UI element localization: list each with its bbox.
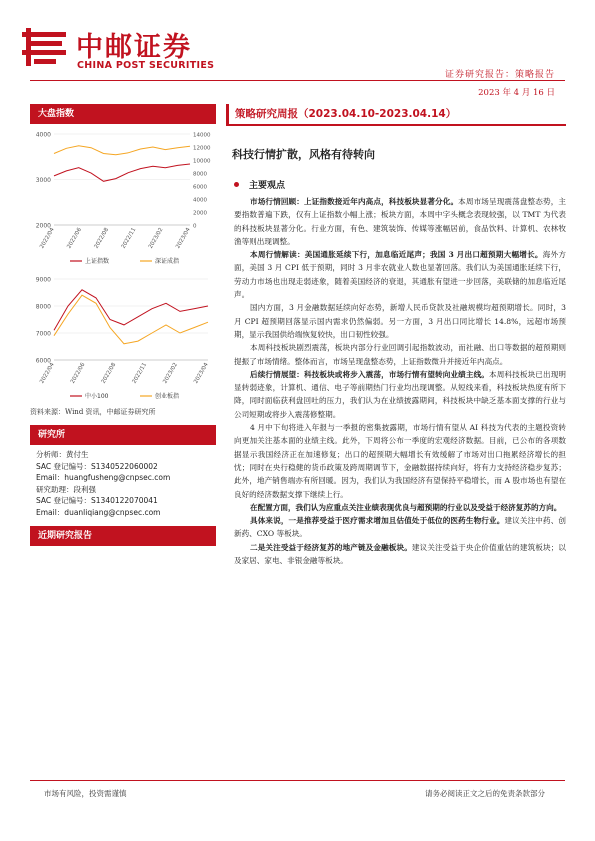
y-right-tick-label: 8000	[193, 171, 207, 178]
y-tick-label: 2000	[35, 222, 51, 230]
paragraph-lead: 具体来说，一是推荐受益于医疗需求增加且估值处于低位的医药生物行业。	[250, 516, 505, 526]
logo-english-name: CHINA POST SECURITIES	[77, 60, 215, 71]
header-divider	[30, 80, 565, 81]
legend-label: 深证成指	[155, 258, 180, 265]
company-logo	[20, 22, 220, 78]
index-chart-2	[30, 269, 216, 404]
x-tick-label: 2022/06	[69, 362, 87, 385]
chart-2-svg	[30, 269, 216, 404]
x-tick-label: 2022/08	[93, 227, 111, 250]
analyst-line: 研究助理：段利强	[36, 484, 96, 494]
paragraph	[234, 541, 566, 568]
report-date: 2023 年 4 月 16 日	[478, 88, 555, 98]
paragraph-text: 本周市场呈现震荡盘整态势，主要指数普遍下跌，仅有上证指数小幅上涨；板块方面，本周中字头概念表现较强，以 TMT 为代表的科技板块显著分化。行业方面，有色、建筑装饰、传媒等涨幅居前，食品饮料、计算机、农林牧渔等则出现调整。	[234, 197, 566, 246]
paragraph	[234, 341, 566, 368]
y-right-tick-label: 2000	[193, 210, 207, 217]
y-right-tick-label: 4000	[193, 197, 207, 204]
paragraph-lead: 后续行情展望：科技板块或将步入震荡，市场行情有望转向业绩主线。	[250, 369, 490, 379]
paragraph	[234, 195, 566, 248]
logo-chinese-name: 中邮证券	[76, 32, 192, 63]
body-text	[226, 195, 566, 567]
paragraph-text: 建议关注受益于央企价值重估的建筑板块；以及家居、家电、非银金融等板块。	[234, 542, 567, 566]
index-chart-1	[30, 124, 216, 269]
x-tick-label: 2022/08	[100, 362, 118, 385]
y-tick-label: 4000	[35, 131, 51, 139]
analyst-email[interactable]: Email：huangfusheng@cnpsec.com	[36, 473, 171, 482]
legend-label: 中小100	[85, 393, 109, 400]
analyst-line: SAC 登记编号：S1340122070041	[36, 496, 158, 505]
y-right-tick-label: 6000	[193, 184, 207, 191]
x-tick-label: 2023/02	[162, 362, 179, 385]
analyst-line: 分析师：黄付生	[36, 450, 89, 459]
y-right-tick-label: 10000	[193, 158, 211, 165]
paragraph-text: 国内方面，3 月金融数据延续向好态势，新增人民币贷款及社融规模均超预期增长。同时，3 月 CPI 超预期回落显示国内需求仍然偏弱。另一方面，3 月出口同比增长 14.8%，远超市场预期，显示我国供给端恢复较快，出口韧性较强。	[234, 303, 566, 339]
chart-1-svg	[30, 124, 216, 269]
y-right-tick-label: 12000	[193, 145, 211, 152]
paragraph-text: 4 月中下旬将进入年报与一季报的密集披露期，市场行情有望从 AI 科技为代表的主题投资转向更加关注基本面的业绩主线。此外，下周将公布一季度的宏观经济数据。目前，已公布的各项数据显示我国经济正在加速修复；出口的超预期大幅增长有效缓解了市场对出口拖累经济增长的担忧；同时在央行稳健的货币政策及跨周期调节下，金融数据持续向好，将有力支持经济稳步复苏；此外，地产销售端亦有所回暖。因为，我们认为我国经济有望保持平稳增长，而 A 股市场也有望在良好的经济数据支撑下继续上行。	[234, 423, 566, 499]
x-tick-label: 2022/06	[66, 227, 83, 250]
y-tick-label: 8000	[35, 303, 51, 311]
analyst-info	[30, 445, 216, 518]
analyst-section-header: 研究所	[30, 425, 216, 445]
paragraph-lead: 在配置方面，我们认为应重点关注业绩表现优良与超预期的行业以及受益于经济复苏的方向。	[250, 502, 562, 512]
paragraph-lead: 本周行情解读：美国通胀延续下行，加息临近尾声；我国 3 月出口超预期大幅增长。	[250, 250, 543, 260]
report-headline: 科技行情扩散，风格有待转向	[232, 148, 375, 161]
series-line-上证指数	[54, 164, 190, 181]
main-content	[226, 104, 566, 567]
y-tick-label: 3000	[35, 177, 51, 184]
report-title: 策略研究周报（2023.04.10-2023.04.14）	[226, 104, 566, 126]
x-tick-label: 2022/11	[131, 362, 149, 385]
legend-label: 创业板指	[155, 393, 180, 400]
x-tick-label: 2023/02	[147, 227, 165, 250]
paragraph	[234, 501, 566, 514]
series-line-深证成指	[54, 146, 190, 155]
footer-disclaimer: 请务必阅读正文之后的免责条款部分	[425, 789, 545, 798]
bullet-dot-icon	[234, 182, 239, 187]
paragraph	[234, 248, 566, 301]
x-tick-label: 2023/04	[175, 227, 192, 250]
paragraph	[234, 368, 566, 421]
section-heading	[234, 178, 566, 191]
paragraph-lead: 市场行情回顾：上证指数接近年内高点，科技板块显著分化。	[250, 197, 459, 206]
footer-divider	[30, 780, 565, 781]
x-tick-label: 2022/04	[39, 362, 56, 385]
paragraph-text: 本周科技板块已出现明显转弱迹象，计算机、通信、电子等前期热门行业均出现调整。从短线来看，科技板块热度有所下降，同时面临获利盘回吐的压力，我们认为在业绩披露期间，科技板块中缺乏基本面支撑的行业与公司短期或将步入震荡修整期。	[234, 369, 566, 419]
paragraph	[234, 421, 566, 501]
y-tick-label: 6000	[35, 357, 51, 365]
x-tick-label: 2023/04	[193, 362, 210, 385]
analyst-email[interactable]: Email：duanliqiang@cnpsec.com	[36, 507, 161, 517]
report-type: 证券研究报告：策略报告	[444, 70, 555, 80]
paragraph-text: 建议关注中药、创新药、CXO 等板块。	[234, 516, 567, 539]
y-right-tick-label: 14000	[193, 132, 211, 139]
china-post-logo-icon	[20, 26, 68, 70]
footer-risk-notice: 市场有风险，投资需谨慎	[44, 789, 127, 798]
series-line-创业板指	[54, 295, 208, 344]
paragraph	[234, 514, 566, 541]
x-tick-label: 2022/11	[120, 227, 138, 250]
analyst-line: SAC 登记编号：S1340522060002	[36, 461, 158, 471]
x-tick-label: 2022/04	[39, 227, 56, 250]
y-right-tick-label: 0	[193, 223, 197, 230]
paragraph-text: 本周科技板块剧烈震荡，板块内部分行业回调引起指数波动，而社融、出口等数据的超预期则提振了市场情绪。整体而言，市场呈现盘整态势，上证指数微升并接近年内高点。	[234, 343, 566, 366]
y-tick-label: 7000	[35, 330, 51, 338]
chart-source: 资料来源：Wind 资讯，中邮证券研究所	[30, 408, 156, 416]
paragraph-text: 海外方面，美国 3 月 CPI 低于预期，同时 3 月非农就业人数也显著回落。我们认为美国通胀延续下行，劳动力市场也出现走弱迹象，随着美国经济的衰退，其通胀有望进一步回落，美联储的加息临近尾声。	[234, 250, 566, 300]
series-line-中小100	[54, 290, 208, 331]
recent-reports-header: 近期研究报告	[30, 526, 216, 546]
paragraph-lead: 二是关注受益于经济复苏的地产链及金融板块。	[250, 542, 412, 552]
y-tick-label: 9000	[35, 276, 51, 284]
legend-label: 上证指数	[85, 258, 110, 265]
section-heading-label: 主要观点	[249, 181, 286, 191]
sidebar	[30, 104, 216, 546]
paragraph	[234, 301, 566, 341]
index-section-header: 大盘指数	[30, 104, 216, 124]
